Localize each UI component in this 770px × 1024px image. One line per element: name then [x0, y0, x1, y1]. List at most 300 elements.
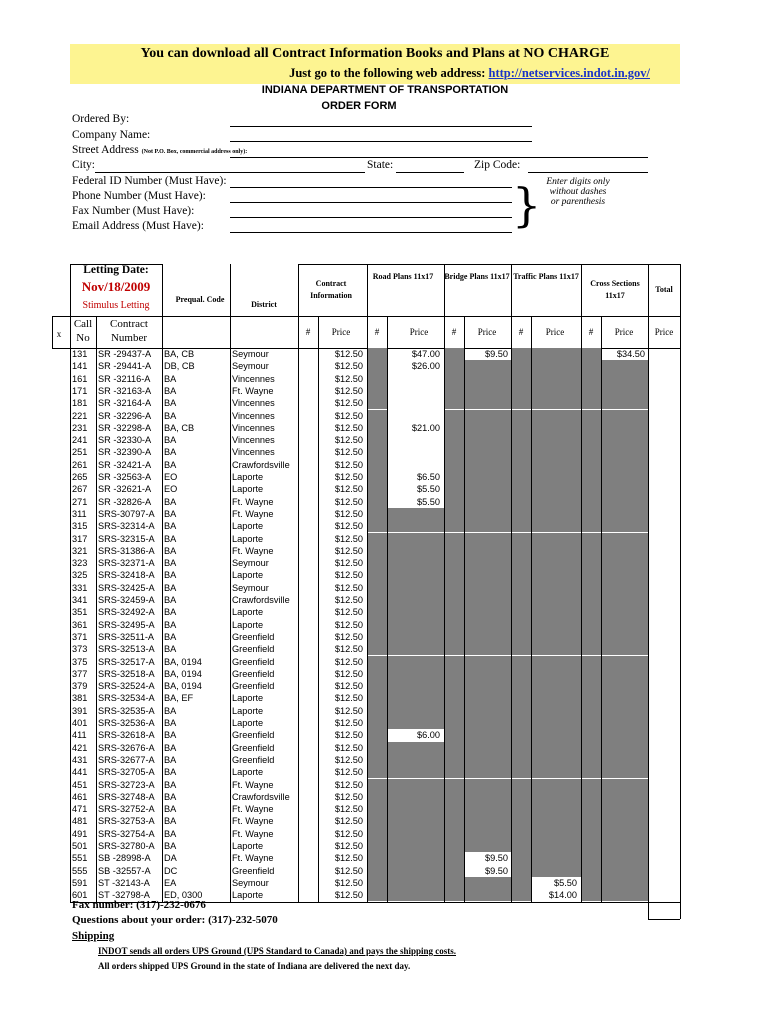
info-price: $12.50 [334, 877, 363, 888]
email-field[interactable] [230, 232, 512, 233]
district-name: Crawfordsville [232, 791, 290, 802]
street-note: (Not P.O. Box, commercial address only): [141, 149, 248, 155]
prequal-code: BA [164, 754, 177, 765]
state-field[interactable] [396, 172, 464, 173]
department-title: INDIANA DEPARTMENT OF TRANSPORTATION [261, 84, 509, 96]
contract-number: SR -29437-A [98, 349, 152, 359]
street-label-text: Street Address [72, 144, 139, 156]
body-divider [531, 348, 532, 902]
brace-glyph: } [512, 178, 542, 232]
call-number: 311 [72, 508, 87, 519]
prequal-code: BA [164, 841, 177, 851]
call-number: 431 [72, 754, 88, 765]
district-name: Vincennes [232, 422, 275, 433]
info-price: $12.50 [334, 484, 363, 495]
info-price: $12.50 [334, 890, 363, 901]
digits-note [528, 177, 628, 207]
prequal-code: BA [164, 619, 177, 630]
call-number: 421 [72, 742, 88, 753]
call-header: Call [73, 318, 93, 330]
traffic-plans-header: Traffic Plans 11x17 [513, 272, 579, 281]
call-number: 379 [72, 681, 88, 692]
prequal-code: BA [164, 767, 177, 778]
prequal-code: BA [164, 533, 177, 544]
cross-price: $34.50 [616, 349, 645, 359]
info-price: $12.50 [334, 533, 363, 544]
info-price: $12.50 [334, 570, 363, 581]
district-name: Greenfield [232, 730, 275, 741]
contract-number: SRS-32425-A [98, 582, 155, 593]
traffic-price-header: Price [545, 327, 565, 337]
info-price: $12.50 [334, 545, 363, 556]
city-label: City: [72, 159, 96, 171]
body-divider [298, 348, 299, 902]
header-mid-line [52, 316, 70, 317]
prequal-code: BA, CB [164, 422, 195, 433]
road-price: $26.00 [411, 361, 440, 372]
header-divider [531, 316, 532, 348]
body-divider [581, 348, 582, 902]
banner-line1: You can download all Contract Information Books and Plans at NO CHARGE [140, 46, 610, 61]
district-name: Laporte [232, 484, 264, 495]
download-banner [70, 44, 680, 84]
info-price: $12.50 [334, 385, 363, 396]
bridge-price: $9.50 [485, 349, 508, 359]
info-price: $12.50 [334, 435, 363, 446]
contract-number: SRS-32780-A [98, 841, 155, 851]
contract-number: SB -32557-A [98, 865, 151, 876]
prequal-code: BA [164, 816, 177, 827]
prequal-code: BA [164, 558, 177, 569]
road-price: $6.50 [417, 472, 440, 482]
call-number: 251 [72, 447, 88, 458]
district-header: District [251, 300, 277, 309]
street-field[interactable] [230, 157, 648, 158]
info-price-header: Price [331, 327, 351, 337]
prequal-code: BA, 0194 [164, 656, 202, 667]
district-name: Seymour [232, 349, 269, 359]
banner-line2-prefix: Just go to the following web address: [289, 66, 489, 80]
road-hash-header: # [374, 327, 380, 337]
contract-number: ST -32143-A [98, 877, 150, 888]
contract-number: SRS-32536-A [98, 718, 155, 728]
shipping-heading: Shipping [72, 930, 115, 942]
prequal-code: BA [164, 410, 177, 421]
info-price: $12.50 [334, 410, 363, 421]
contract-number: SRS-32524-A [98, 681, 155, 692]
contract-number: SRS-32677-A [98, 754, 155, 765]
header-divider [230, 264, 231, 348]
district-name: Laporte [232, 705, 264, 716]
call-number: 323 [72, 558, 88, 569]
number-header: Number [110, 332, 148, 344]
road-price: $5.50 [417, 484, 440, 495]
contract-number: SR -32298-A [98, 422, 152, 433]
prequal-code: BA [164, 508, 177, 519]
header-divider [70, 264, 71, 348]
road-price: $21.00 [411, 422, 440, 433]
info-price: $12.50 [334, 718, 363, 728]
body-divider [318, 348, 319, 902]
contract-number: SRS-32618-A [98, 730, 155, 741]
call-number: 331 [72, 582, 88, 593]
district-name: Seymour [232, 361, 269, 372]
zip-label: Zip Code: [474, 159, 521, 171]
call-number: 231 [72, 422, 88, 433]
district-name: Ft. Wayne [232, 508, 274, 519]
prequal-code: BA [164, 791, 177, 802]
body-divider [162, 348, 163, 902]
prequal-code: BA, EF [164, 693, 194, 704]
cross-price-header: Price [614, 327, 634, 337]
contract-number: SRS-32723-A [98, 779, 155, 790]
body-divider [387, 348, 388, 902]
call-number: 141 [72, 361, 88, 372]
prequal-code: BA, 0194 [164, 668, 202, 679]
district-name: Ft. Wayne [232, 496, 274, 507]
prequal-code: BA [164, 385, 177, 396]
traffic-hash-header: # [518, 327, 524, 337]
info-price: $12.50 [334, 631, 363, 642]
district-name: Greenfield [232, 656, 275, 667]
contract-number: SRS-32535-A [98, 705, 155, 716]
contract-number: SRS-32518-A [98, 668, 155, 679]
fax-label: Fax Number (Must Have): [72, 205, 195, 217]
call-number: 267 [72, 484, 88, 495]
header-divider [444, 264, 445, 348]
info-price: $12.50 [334, 582, 363, 593]
call-number: 441 [72, 767, 88, 778]
header-top-line [298, 264, 680, 265]
contract-number: SRS-32495-A [98, 619, 155, 630]
contract-number: SRS-32459-A [98, 595, 155, 605]
prequal-code: BA [164, 521, 177, 532]
info-price: $12.50 [334, 865, 363, 876]
info-price: $12.50 [334, 361, 363, 372]
federal-id-label: Federal ID Number (Must Have): [72, 175, 227, 187]
district-name: Laporte [232, 533, 264, 544]
info-price: $12.50 [334, 558, 363, 569]
email-label: Email Address (Must Have): [72, 220, 204, 232]
contract-number: SRS-30797-A [98, 508, 155, 519]
road-price-header: Price [409, 327, 429, 337]
body-divider [511, 348, 512, 902]
prequal-code: BA [164, 582, 177, 593]
prequal-code: BA, CB [164, 349, 195, 359]
info-price: $12.50 [334, 853, 363, 864]
info-hash-header: # [305, 327, 311, 337]
body-divider [367, 348, 368, 902]
call-number: 265 [72, 472, 88, 482]
header-divider [680, 264, 681, 348]
district-name: Laporte [232, 767, 264, 778]
road-plans-header: Road Plans 11x17 [372, 272, 434, 281]
info-price: $12.50 [334, 816, 363, 827]
header-divider [96, 316, 97, 348]
total-price-header: Price [654, 327, 674, 337]
district-name: Crawfordsville [232, 459, 290, 470]
letting-date: Nov/18/2009 [81, 279, 151, 294]
info-price: $12.50 [334, 447, 363, 458]
body-divider [648, 348, 649, 902]
info-price: $12.50 [334, 472, 363, 482]
district-name: Crawfordsville [232, 595, 290, 605]
call-number: 361 [72, 619, 88, 630]
info-price: $12.50 [334, 521, 363, 532]
info-price: $12.50 [334, 681, 363, 692]
call-number: 221 [72, 410, 88, 421]
contract-header: Contract [110, 318, 148, 330]
form-title: ORDER FORM [321, 100, 397, 112]
contract-number: SRS-32754-A [98, 828, 155, 839]
cross-hash-header: # [588, 327, 594, 337]
call-number: 171 [72, 385, 88, 396]
digits-note-line2: without dashes [549, 187, 607, 197]
no-header: No [76, 332, 90, 344]
prequal-code: EO [164, 484, 178, 495]
contract-number: SR -32421-A [98, 459, 152, 470]
prequal-code: BA [164, 730, 177, 741]
header-divider [648, 264, 649, 348]
contract-info-header: Contract Information [310, 279, 352, 300]
district-name: Greenfield [232, 631, 275, 642]
contract-number: SR -32296-A [98, 410, 152, 421]
prequal-code: BA [164, 631, 177, 642]
prequal-code: BA [164, 398, 177, 409]
header-divider [162, 264, 163, 348]
contract-number: SRS-32314-A [98, 521, 155, 532]
prequal-code: BA [164, 644, 177, 655]
call-number: 491 [72, 828, 88, 839]
prequal-code: BA [164, 435, 177, 446]
contract-number: SR -29441-A [98, 361, 152, 372]
prequal-code: BA [164, 705, 177, 716]
call-number: 481 [72, 816, 88, 827]
prequal-code: BA [164, 570, 177, 581]
info-price: $12.50 [334, 595, 363, 605]
fax-field[interactable] [230, 217, 512, 218]
district-name: Laporte [232, 841, 264, 851]
body-divider [444, 348, 445, 902]
prequal-code: BA [164, 804, 177, 815]
info-price: $12.50 [334, 804, 363, 815]
call-number: 375 [72, 656, 88, 667]
header-divider [52, 316, 53, 348]
header-divider [318, 316, 319, 348]
district-name: Vincennes [232, 398, 275, 409]
phone-field[interactable] [230, 202, 512, 203]
ordered-by-label: Ordered By: [72, 113, 130, 125]
call-number: 271 [72, 496, 88, 507]
info-price: $12.50 [334, 668, 363, 679]
call-number: 351 [72, 607, 88, 618]
prequal-code: BA [164, 496, 177, 507]
contract-number: SRS-32371-A [98, 558, 155, 569]
prequal-code: EA [164, 877, 177, 888]
call-number: 371 [72, 631, 88, 642]
district-name: Ft. Wayne [232, 545, 274, 556]
prequal-code: BA [164, 447, 177, 458]
info-price: $12.50 [334, 349, 363, 359]
call-number: 321 [72, 545, 88, 556]
header-divider [387, 316, 388, 348]
district-name: Laporte [232, 570, 264, 581]
contract-number: SRS-32748-A [98, 791, 155, 802]
info-price: $12.50 [334, 705, 363, 716]
header-divider [581, 264, 582, 348]
info-price: $12.50 [334, 656, 363, 667]
prequal-code: BA [164, 545, 177, 556]
header-divider [464, 316, 465, 348]
contract-number: SR -32163-A [98, 385, 152, 396]
contract-number: SRS-32752-A [98, 804, 155, 815]
info-price: $12.50 [334, 779, 363, 790]
call-number: 381 [72, 693, 88, 704]
district-name: Laporte [232, 472, 264, 482]
phone-label: Phone Number (Must Have): [72, 190, 206, 202]
call-number: 461 [72, 791, 88, 802]
info-price: $12.50 [334, 693, 363, 704]
prequal-code: BA [164, 742, 177, 753]
district-name: Greenfield [232, 681, 275, 692]
company-field[interactable] [230, 141, 532, 142]
state-label: State: [367, 159, 394, 171]
district-name: Greenfield [232, 754, 275, 765]
info-price: $12.50 [334, 828, 363, 839]
info-price: $12.50 [334, 373, 363, 384]
contract-number: SR -32116-A [98, 373, 151, 384]
contract-number: SR -32621-A [98, 484, 152, 495]
x-marker: x [56, 329, 62, 339]
call-number: 161 [72, 373, 88, 384]
district-name: Vincennes [232, 410, 275, 421]
ordered-by-field[interactable] [230, 126, 532, 127]
prequal-code: BA [164, 607, 177, 618]
district-name: Ft. Wayne [232, 828, 274, 839]
body-divider [464, 348, 465, 902]
district-name: Vincennes [232, 435, 275, 446]
call-number: 131 [72, 349, 88, 359]
info-price: $12.50 [334, 398, 363, 409]
bridge-price-header: Price [477, 327, 497, 337]
district-name: Ft. Wayne [232, 779, 274, 790]
prequal-code: DA [164, 853, 177, 864]
prequal-code: DC [164, 865, 178, 876]
district-name: Laporte [232, 693, 264, 704]
call-number: 181 [72, 398, 88, 409]
contract-number: SR -32330-A [98, 435, 152, 446]
prequal-code: BA [164, 718, 177, 728]
contract-number: SRS-32517-A [98, 656, 155, 667]
contract-number: SR -32164-A [98, 398, 152, 409]
contract-number: SB -28998-A [98, 853, 151, 864]
district-name: Vincennes [232, 373, 275, 384]
contract-number: ST -32798-A [98, 890, 150, 901]
call-number: 325 [72, 570, 88, 581]
bridge-price: $9.50 [485, 853, 508, 864]
call-number: 401 [72, 718, 88, 728]
body-divider [648, 902, 649, 919]
federal-id-field[interactable] [230, 187, 512, 188]
contract-number: SRS-32676-A [98, 742, 155, 753]
call-number: 377 [72, 668, 88, 679]
call-number: 391 [72, 705, 88, 716]
district-name: Vincennes [232, 447, 275, 458]
header-divider [601, 316, 602, 348]
district-name: Laporte [232, 521, 264, 532]
body-divider [680, 348, 681, 919]
call-number: 551 [72, 853, 88, 864]
company-label: Company Name: [72, 129, 151, 141]
district-name: Greenfield [232, 668, 275, 679]
prequal-code: BA [164, 828, 177, 839]
letting-date-label: Letting Date: [83, 264, 149, 276]
district-name: Seymour [232, 582, 269, 593]
info-price: $12.50 [334, 619, 363, 630]
call-number: 411 [72, 730, 87, 741]
call-number: 471 [72, 804, 88, 815]
body-divider [601, 348, 602, 902]
prequal-code: EO [164, 472, 178, 482]
header-divider [298, 264, 299, 348]
info-price: $12.50 [334, 607, 363, 618]
stimulus-label: Stimulus Letting [82, 300, 150, 311]
fax-number: Fax number: (317)-232-0676 [72, 899, 206, 911]
prequal-code: BA [164, 373, 177, 384]
contract-number: SR -32563-A [98, 472, 152, 482]
call-number: 341 [72, 595, 88, 605]
district-name: Greenfield [232, 742, 275, 753]
prequal-code: DB, CB [164, 361, 195, 372]
call-number: 555 [72, 865, 88, 876]
prequal-code: BA, 0194 [164, 681, 202, 692]
digits-note-line1: Enter digits only [546, 177, 610, 187]
contract-number: SRS-32492-A [98, 607, 155, 618]
prequal-header: Prequal. Code [175, 295, 225, 304]
info-price: $12.50 [334, 422, 363, 433]
district-name: Greenfield [232, 865, 275, 876]
district-name: Laporte [232, 607, 264, 618]
info-price: $12.50 [334, 730, 363, 741]
district-name: Seymour [232, 558, 269, 569]
header-bottom-line [52, 348, 70, 349]
body-divider [230, 348, 231, 902]
traffic-price: $5.50 [554, 877, 577, 888]
cross-sections-header: Cross Sections 11x17 [590, 279, 640, 300]
contract-number: SR -32826-A [98, 496, 152, 507]
city-field[interactable] [95, 172, 365, 173]
info-price: $12.50 [334, 841, 363, 851]
info-price: $12.50 [334, 644, 363, 655]
zip-field[interactable] [528, 172, 648, 173]
road-price: $6.00 [417, 730, 440, 741]
header-mid-line [70, 316, 680, 317]
bridge-plans-header: Bridge Plans 11x17 [444, 272, 510, 281]
contract-number: SRS-31386-A [98, 545, 155, 556]
info-price: $12.50 [334, 791, 363, 802]
call-number: 451 [72, 779, 88, 790]
street-label [72, 144, 247, 156]
traffic-price: $14.00 [548, 890, 577, 901]
info-price: $12.50 [334, 754, 363, 765]
district-name: Laporte [232, 619, 264, 630]
download-link[interactable]: http://netservices.indot.in.gov/ [488, 66, 650, 80]
banner-line2 [70, 66, 650, 81]
call-number: 317 [72, 533, 88, 544]
contract-number: SRS-32513-A [98, 644, 155, 655]
info-price: $12.50 [334, 508, 363, 519]
header-divider [511, 264, 512, 348]
